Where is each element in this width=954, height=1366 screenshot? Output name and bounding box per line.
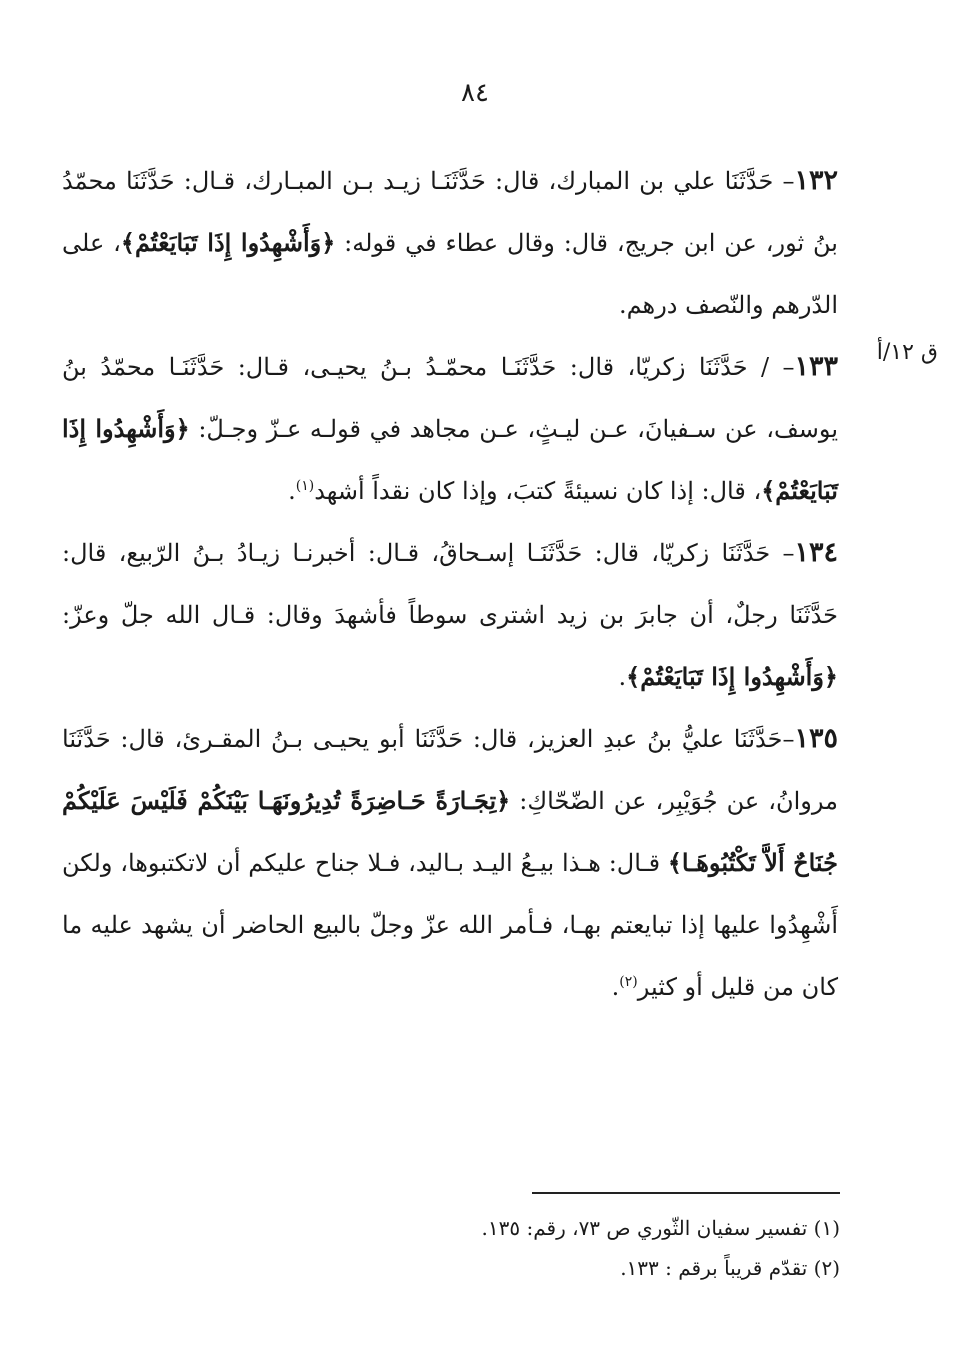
hadith-text-after: ، قال: إذا كان نسيئةً كتبَ، وإذا كان نقداً أشهد	[314, 477, 762, 505]
manuscript-folio-note: ق ١٢/أ	[876, 340, 938, 365]
hadith-132	[62, 150, 838, 336]
footnote-reference[interactable]: (٢)	[619, 974, 638, 990]
hadith-text: – حَدَّثَنَا علي بن المبارك، قال: حَدَّثَنَـا زيـد بـن المبـارك، قـال: حَدَّثَنَا محمّدُ بنُ ثور، عن ابن جريج، قال: وقال عطاء في قوله:	[62, 167, 838, 257]
main-text	[62, 150, 838, 1018]
hadith-text: – حَدَّثَنَا زكريّا، قال: حَدَّثَنَـا إسـحاقُ، قـال: أخبرنـا زيـادُ بـنُ الرّبيع، قال: حَدَّثَنَا رجلٌ، أن جابرَ بن زيد اشترى سوطاً فأشهدَ وقال: قـال الله جلّ وعزّ:	[62, 539, 838, 629]
hadith-number: ١٣٢	[794, 165, 838, 196]
footnote-reference[interactable]: (١)	[295, 478, 315, 494]
page-number: ٨٤	[461, 78, 489, 108]
quran-quote: ﴿وَأَشْهِدُوا إِذَا تَبَايَعْتُمْ﴾	[120, 228, 336, 257]
hadith-134	[62, 522, 838, 708]
footnotes	[380, 1208, 840, 1288]
hadith-number: ١٣٤	[794, 537, 838, 568]
footnote-2: (٢) تقدّم قريباً برقم : ١٣٣.	[620, 1256, 840, 1280]
footnote-divider	[532, 1192, 840, 1194]
hadith-number: ١٣٥	[794, 723, 838, 754]
hadith-text: – / حَدَّثَنَا زكريّا، قال: حَدَّثَنَـا محمّـدُ بـنُ يحيـى، قـال: حَدَّثَنَـا محمّدُ بنُ يوسف، عن سـفيانَ، عـن ليـثٍ، عـن مجاهد في قولـه عـزّ وجـلّ:	[62, 353, 838, 443]
hadith-text-after: .	[618, 663, 627, 691]
hadith-text-after: قـال: هـذا بيـعُ اليـد بـاليد، فـلا جناح عليكم أن لاتكتبوها، ولكن أَشْهِدُوا عليها إذا تبايعتم بهـا، فـأمر الله عزّ وجلّ بالبيع الحاضر أن يشهد عليه ما كان من قليل أو كثير	[62, 849, 838, 1001]
hadith-text-after: ، على الدّرهم والنّصف درهم.	[62, 229, 838, 319]
hadith-text: –حَدَّثَنَا عليُّ بنُ عبدِ العزيز، قال: حَدَّثَنَا أبو يحيـى بـنُ المقـرئ، قال: حَدَّثَنَا مروانُ، عن جُوَيْبِر، عن الضّحّاكِ:	[62, 725, 838, 815]
footnote-1: (١) تفسير سفيان الثّوري ص ٧٣، رقم: ١٣٥.	[481, 1216, 840, 1240]
hadith-135	[62, 708, 838, 1018]
hadith-133	[62, 336, 838, 522]
hadith-text-end: .	[288, 477, 296, 505]
quran-quote: ﴿وَأَشْهِدُوا إِذَا تَبَايَعْتُمْ﴾	[62, 414, 838, 505]
hadith-text-end: .	[611, 973, 620, 1001]
hadith-number: ١٣٣	[794, 351, 838, 382]
quran-quote: ﴿تِجَـارَةً حَـاضِرَةً تُدِيرُونَهَـا بَيْنَكُمْ فَلَيْسَ عَلَيْكُمْ جُنَاحٌ أَلاَّ تَكْتُبُوهَـا﴾	[62, 786, 839, 877]
quran-quote: ﴿وَأَشْهِدُوا إِذَا تَبَايَعْتُمْ﴾	[626, 662, 838, 691]
